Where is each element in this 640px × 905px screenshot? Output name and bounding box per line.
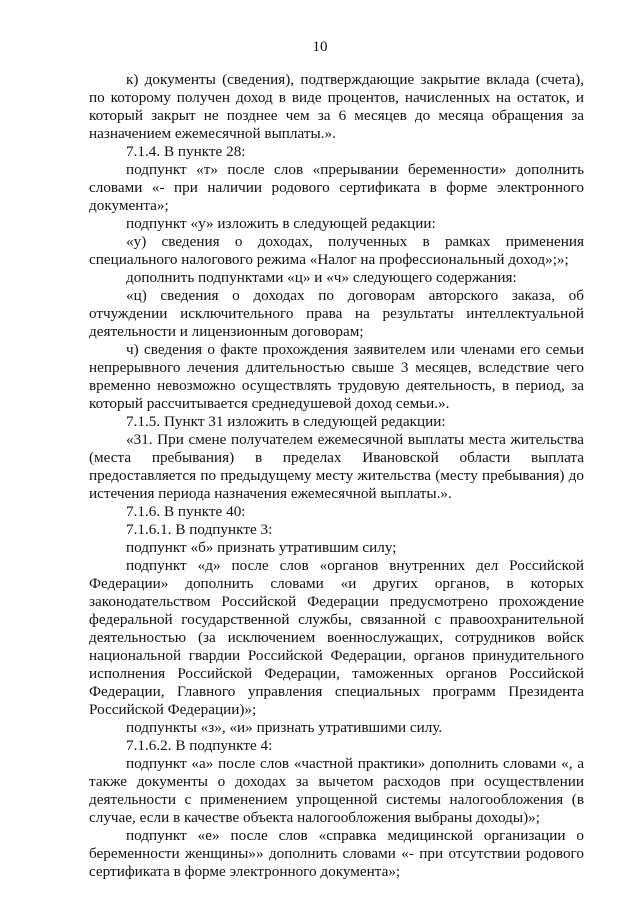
paragraph-subitem-u-intro: подпункт «у» изложить в следующей редакции: <box>126 215 436 232</box>
page-number: 10 <box>312 39 328 55</box>
paragraph-7-1-6-1-heading: 7.1.6.1. В подпункте 3: <box>126 521 273 538</box>
paragraph-item-31-text: «31. При смене получателем ежемесячной выплаты места жительства (места пребывания) в пределах Ивановской области выплата предоставляется по предыдущему месту жительства (месту пребывания) до истечения периода назначения ежемесячной выплаты.». <box>89 431 584 502</box>
paragraph-add-ts-ch-intro: дополнить подпунктами «ц» и «ч» следующего содержания: <box>126 269 517 286</box>
paragraph-subitem-ch: ч) сведения о факте прохождения заявителем или членами его семьи непрерывного лечения длительностью свыше 3 месяцев, вследствие чего временно невозможно осуществлять трудовую деятельность, в период, за который рассчитывается среднедушевой доход семьи.». <box>89 341 584 412</box>
paragraph-subitem-a: подпункт «а» после слов «частной практики» дополнить словами «, а также документы о доходах за вычетом расходов при осуществлении деятельности с применением упрощенной системы налогообложения (в случае, если в качестве объекта налогообложения выбраны доходы)»; <box>89 755 584 826</box>
paragraph-7-1-6-heading: 7.1.6. В пункте 40: <box>126 503 246 520</box>
paragraph-closure-of-deposit: к) документы (сведения), подтверждающие закрытие вклада (счета), по которому получен доход в виде процентов, начисленных на остаток, и который закрыт не позднее чем за 6 месяцев до месяца обращения за назначением ежемесячной выплаты.». <box>89 71 584 142</box>
paragraph-7-1-4-heading: 7.1.4. В пункте 28: <box>126 143 246 160</box>
paragraph-subitem-d: подпункт «д» после слов «органов внутренних дел Российской Федерации» дополнить словами «и других органов, в которых законодательством Российской Федерации предусмотрено прохождение федеральной государственной службы, связанной с правоохранительной деятельностью (за исключением военнослужащих, сотрудников войск национальной гвардии Российской Федерации, органов принудительного исполнения Российской Федерации, таможенных органов Российской Федерации, Главного управления специальных программ Президента Российской Федерации)»; <box>89 557 584 718</box>
paragraph-subitem-u-text: «у) сведения о доходах, полученных в рамках применения специального налогового режима «Налог на профессиональный доход»;»; <box>89 233 584 268</box>
document-body <box>89 71 584 881</box>
paragraph-subitem-e: подпункт «е» после слов «справка медицинской организации о беременности женщины»» дополнить словами «- при отсутствии родового сертификата в форме электронного документа»; <box>89 827 584 880</box>
paragraph-7-1-6-2-heading: 7.1.6.2. В подпункте 4: <box>126 737 273 754</box>
paragraph-subitem-ts: «ц) сведения о доходах по договорам авторского заказа, об отчуждении исключительного права на результаты интеллектуальной деятельности и лицензионным договорам; <box>89 287 584 340</box>
paragraph-7-1-5-heading: 7.1.5. Пункт 31 изложить в следующей редакции: <box>126 413 446 430</box>
paragraph-subitems-z-i-repeal: подпункты «з», «и» признать утратившими силу. <box>126 719 443 736</box>
paragraph-subitem-b-repeal: подпункт «б» признать утратившим силу; <box>126 539 397 556</box>
paragraph-subitem-t: подпункт «т» после слов «прерывании беременности» дополнить словами «- при наличии родового сертификата в форме электронного документа»; <box>89 161 584 214</box>
